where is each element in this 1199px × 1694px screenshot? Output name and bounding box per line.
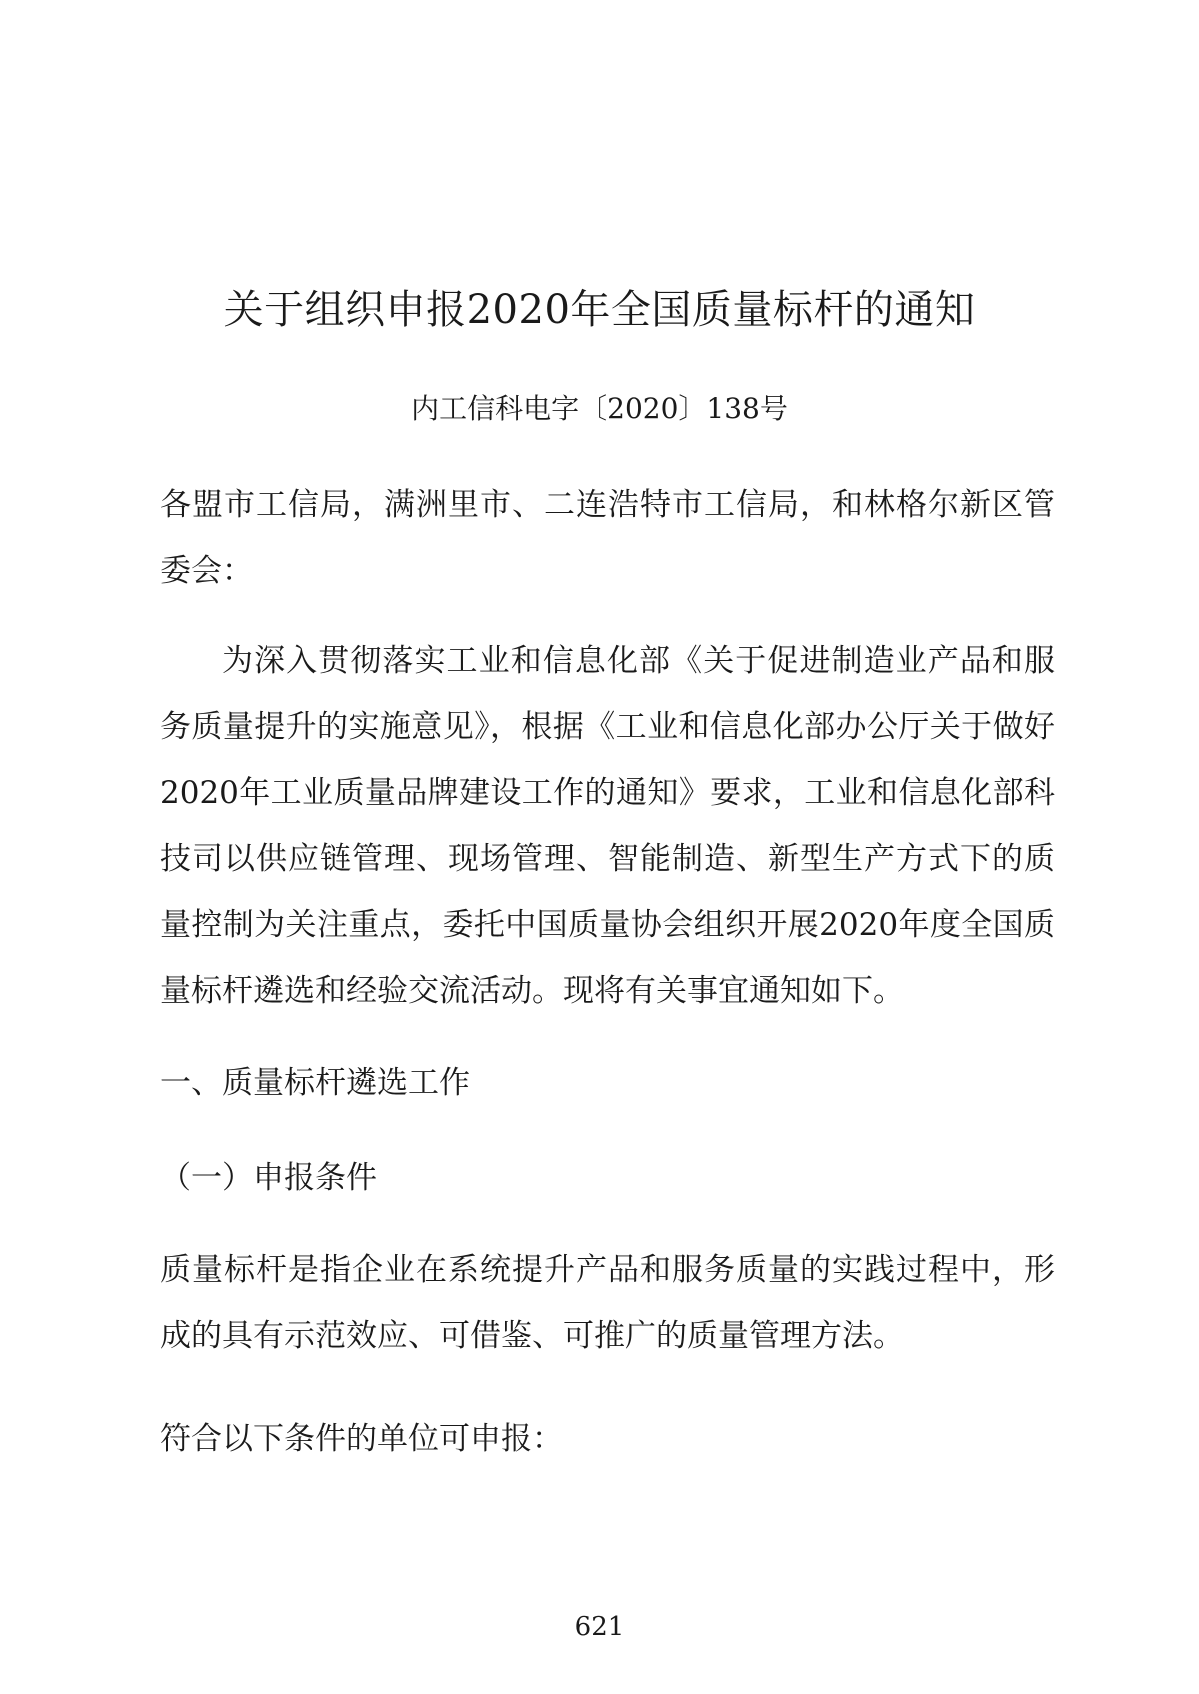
subsection-heading: （一）申报条件 bbox=[160, 1160, 377, 1196]
salutation: 各盟市工信局，满洲里市、二连浩特市工信局，和林格尔新区管委会： bbox=[160, 487, 1055, 589]
conditions-intro: 符合以下条件的单位可申报： bbox=[160, 1421, 563, 1457]
page-number: 621 bbox=[574, 1612, 625, 1642]
body-paragraph: 为深入贯彻落实工业和信息化部《关于促进制造业产品和服务质量提升的实施意见》，根据《工业和信息化部办公厅关于做好2020年工业质量品牌建设工作的通知》要求，工业和信息化部科技司以供应链管理、现场管理、智能制造、新型生产方式下的质量控制为关注重点，委托中国质量协会组织开展2020年度全国质量标杆遴选和经验交流活动。现将有关事宜通知如下。 bbox=[160, 643, 1055, 1009]
document-title: 关于组织申报2020年全国质量标杆的通知 bbox=[223, 287, 976, 333]
document-number: 内工信科电字〔2020〕138号 bbox=[411, 392, 788, 425]
definition-paragraph: 质量标杆是指企业在系统提升产品和服务质量的实践过程中，形成的具有示范效应、可借鉴、可推广的质量管理方法。 bbox=[160, 1252, 1055, 1354]
section-heading: 一、质量标杆遴选工作 bbox=[160, 1065, 470, 1101]
